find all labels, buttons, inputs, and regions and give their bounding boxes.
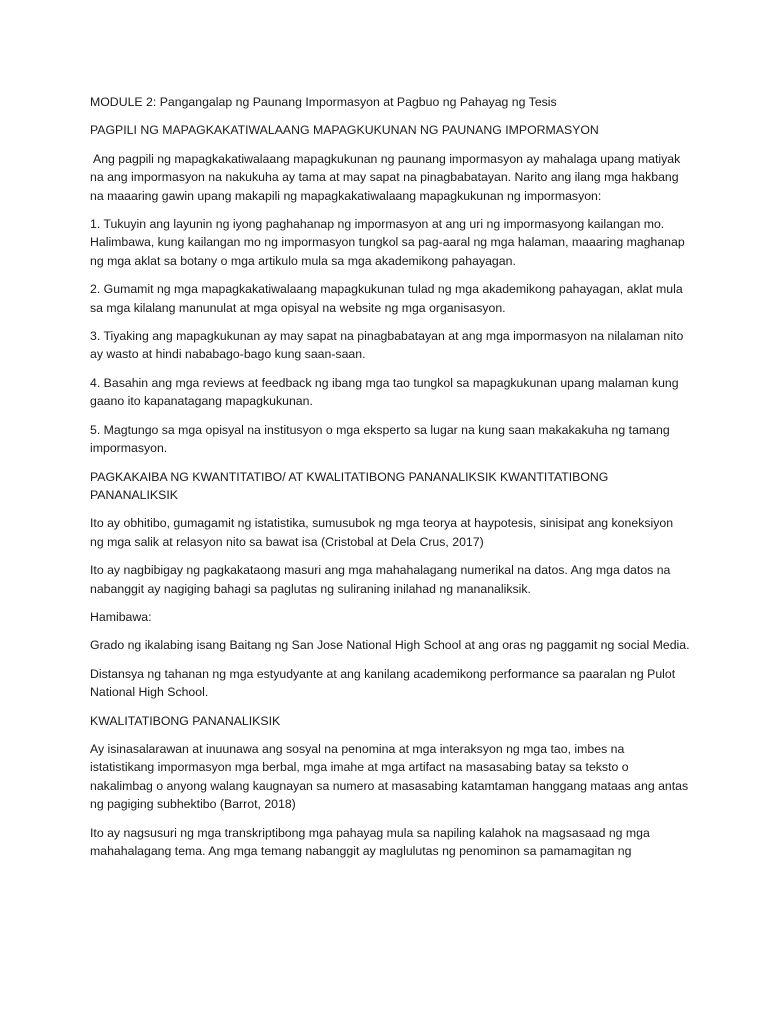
step-item: 5. Magtungo sa mga opisyal na institusyon o mga eksperto sa lugar na kung saan makakakuha ng tamang impormasyon. [90, 422, 670, 456]
document-body [90, 93, 690, 870]
intro-paragraph: Ang pagpili ng mapagkakatiwalaang mapagkukunan ng paunang impormasyon ay mahalaga upang matiyak na ang impormasyon na nakukuha ay tama at may sapat na pinagbabatayan. Narito ang ilang mga hakbang na maaaring gawin upang makapili ng mapagkakatiwalaang mapagkukunan ng impormasyon: [90, 151, 681, 203]
example-item: Grado ng ikalabing isang Baitang ng San Jose National High School at ang oras ng paggamit ng social Media. [90, 638, 690, 653]
quantitative-paragraph: Ito ay obhitibo, gumagamit ng istatistika, sumusubok ng mga teorya at haypotesis, sinisipat ang koneksiyon ng mga salik at relasyon nito sa bawat isa (Cristobal at Dela Crus, 2017) [90, 516, 674, 549]
qualitative-paragraph: Ito ay nagsusuri ng mga transkriptibong mga pahayag mula sa napiling kalahok na magsasaad ng mga mahahalagang tema. Ang mga temang nabanggit ay maglulutas ng penominon sa pamamagitan ng [90, 825, 650, 858]
section-heading-quant-vs-qual: PAGKAKAIBA NG KWANTITATIBO/ AT KWALITATIBONG PANANALIKSIK KWANTITATIBONG PANANALIKSIK [90, 469, 609, 502]
step-item: 3. Tiyaking ang mapagkukunan ay may sapat na pinagbabatayan at ang mga impormasyon na nilalaman nito ay wasto at hindi nababago-bago kung saan-saan. [90, 329, 684, 362]
step-item: 2. Gumamit ng mga mapagkakatiwalaang mapagkukunan tulad ng mga akademikong pahayagan, aklat mula sa mga kilalang manunulat at mga opisyal na website ng mga organisasyon. [90, 282, 683, 315]
example-item: Distansya ng tahanan ng mga estyudyante at ang kanilang academikong performance sa paaralan ng Pulot National High School. [90, 666, 676, 700]
qualitative-paragraph: Ay isinasalarawan at inuunawa ang sosyal na penomina at mga interaksyon ng mga tao, imbes na istatistikang impormasyon mga berbal, mga imahe at mga artifact na masasabing batay sa teksto o nakalimbag o anyong walang kaugnayan sa numero at masasabing katamtaman hanggang mataas ang antas ng pagiging subhektibo (Barrot, 2018) [90, 741, 689, 812]
step-item: 1. Tukuyin ang layunin ng iyong paghahanap ng impormasyon at ang uri ng impormasyong kailangan mo. Halimbawa, kung kailangan mo ng impormasyon tungkol sa pag-aaral ng mga halaman, maaaring maghanap ng mga aklat sa botany o mga artikulo mula sa mga akademikong pahayagan. [90, 217, 685, 268]
section-heading-qualitative: KWALITATIBONG PANANALIKSIK [90, 713, 281, 728]
example-label: Hamibawa: [90, 609, 152, 624]
module-title: MODULE 2: Pangangalap ng Paunang Impormasyon at Pagbuo ng Pahayag ng Tesis [90, 95, 557, 109]
section-heading-source-selection: PAGPILI NG MAPAGKAKATIWALAANG MAPAGKUKUNAN NG PAUNANG IMPORMASYON [90, 123, 599, 138]
quantitative-paragraph: Ito ay nagbibigay ng pagkakataong masuri ang mga mahahalagang numerikal na datos. Ang mga datos na nabanggit ay nagiging bahagi sa paglutas ng suliraning inilahad ng mananaliksik. [90, 563, 671, 596]
step-item: 4. Basahin ang mga reviews at feedback ng ibang mga tao tungkol sa mapagkukunan upang malaman kung gaano ito kapanatagang mapagkukunan. [90, 375, 679, 409]
